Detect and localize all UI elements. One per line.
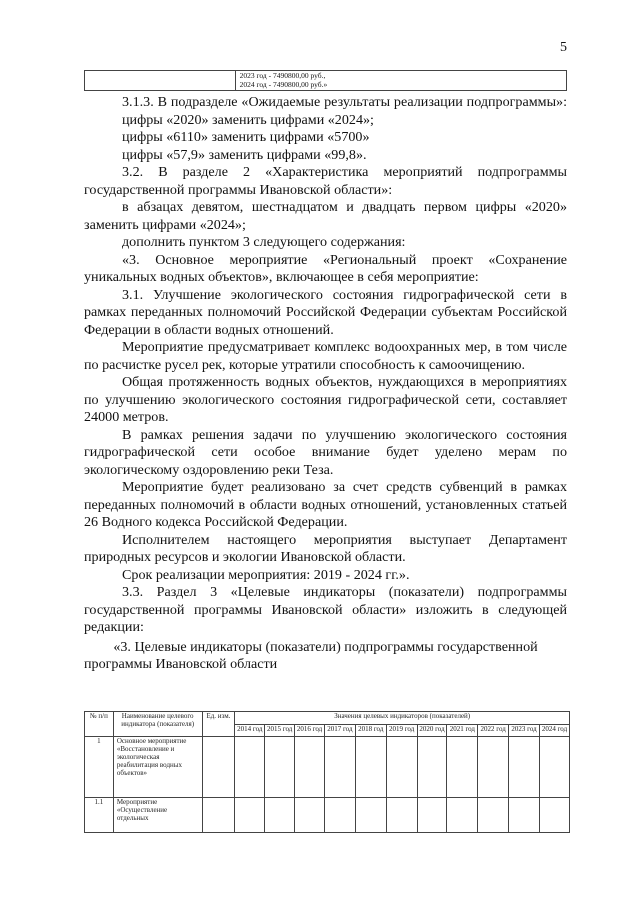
budget-table-fragment bbox=[84, 70, 567, 91]
header-year: 2019 год bbox=[386, 724, 417, 737]
paragraph: Мероприятие предусматривает комплекс водоохранных мер, в том числе по расчистке русел рек, которые утратили способность к самоочищению. bbox=[84, 339, 567, 373]
table-cell-empty bbox=[235, 798, 265, 833]
table-cell-empty bbox=[386, 798, 417, 833]
table-header-row bbox=[85, 712, 570, 725]
table-cell-empty bbox=[540, 737, 570, 798]
table-cell-empty bbox=[202, 798, 235, 833]
table-cell-empty bbox=[509, 737, 540, 798]
header-year: 2018 год bbox=[355, 724, 386, 737]
header-year: 2020 год bbox=[417, 724, 447, 737]
header-year: 2022 год bbox=[478, 724, 509, 737]
paragraph: 3.1. Улучшение экологического состояния гидрографической сети в рамках переданных полномочий Российской Федерации субъектам Российской Федерации в области водных отношений. bbox=[84, 286, 567, 338]
table-cell-empty bbox=[355, 737, 386, 798]
header-year: 2015 год bbox=[265, 724, 295, 737]
header-year: 2023 год bbox=[509, 724, 540, 737]
header-year: 2021 год bbox=[447, 724, 478, 737]
paragraph: 3.1.3. В подразделе «Ожидаемые результаты реализации подпрограммы»: bbox=[122, 94, 567, 110]
indicator-table bbox=[84, 711, 570, 833]
paragraph: цифры «57,9» заменить цифрами «99,8». bbox=[122, 146, 367, 163]
paragraph: Мероприятие будет реализовано за счет средств субвенций в рамках переданных полномочий в области водных отношений, установленных статьей 26 Водного кодекса Российской Федерации. bbox=[84, 479, 567, 530]
header-year: 2014 год bbox=[235, 724, 265, 737]
section-heading: «3. Целевые индикаторы (показатели) подпрограммы государственной программы Ивановской области bbox=[84, 638, 538, 672]
row-num: 1 bbox=[85, 737, 114, 798]
table-cell-empty bbox=[295, 737, 325, 798]
header-num: № п/п bbox=[85, 712, 114, 737]
table-cell-empty bbox=[417, 737, 447, 798]
header-year: 2017 год bbox=[324, 724, 355, 737]
table-cell-empty bbox=[324, 737, 355, 798]
table-cell-empty bbox=[85, 71, 236, 91]
row-name: Основное мероприятие «Восстановление и экологическая реабилитация водных объектов» bbox=[113, 737, 202, 798]
table-cell-empty bbox=[540, 798, 570, 833]
budget-line: 2023 год - 7490800,00 руб., bbox=[239, 71, 326, 80]
table-cell-empty bbox=[355, 798, 386, 833]
document-body bbox=[84, 94, 567, 674]
header-unit: Ед. изм. bbox=[202, 712, 235, 737]
table-cell-empty bbox=[265, 737, 295, 798]
table-row bbox=[85, 71, 567, 91]
paragraph: Срок реализации мероприятия: 2019 - 2024 гг.». bbox=[122, 566, 410, 583]
paragraph: 3.2. В разделе 2 «Характеристика мероприятий подпрограммы государственной программы Ивановской области»: bbox=[84, 164, 567, 198]
paragraph: Исполнителем настоящего мероприятия выступает Департамент природных ресурсов и экологии Ивановской области. bbox=[84, 531, 567, 565]
budget-line: 2024 год - 7490800,00 руб.» bbox=[239, 80, 328, 89]
table-cell-empty bbox=[478, 798, 509, 833]
table-cell-empty bbox=[324, 798, 355, 833]
paragraph: Общая протяженность водных объектов, нуждающихся в мероприятиях по улучшению экологического состояния гидрографической сети, составляет 24000 метров. bbox=[84, 374, 567, 425]
header-year: 2024 год bbox=[540, 724, 570, 737]
table-cell-empty bbox=[202, 737, 235, 798]
table-cell-empty bbox=[265, 798, 295, 833]
paragraph: цифры «2020» заменить цифрами «2024»; bbox=[122, 111, 374, 128]
paragraph: в абзацах девятом, шестнадцатом и двадцать первом цифры «2020» заменить цифрами «2024»; bbox=[84, 199, 567, 233]
header-values: Значения целевых индикаторов (показателей) bbox=[235, 712, 570, 725]
table-cell-empty bbox=[509, 798, 540, 833]
table-cell-empty bbox=[417, 798, 447, 833]
paragraph: цифры «6110» заменить цифрами «5700» bbox=[122, 129, 370, 145]
table-cell-empty bbox=[478, 737, 509, 798]
row-num: 1.1 bbox=[85, 798, 114, 833]
table-cell-empty bbox=[386, 737, 417, 798]
header-name: Наименование целевого индикатора (показателя) bbox=[113, 712, 202, 737]
paragraph: В рамках решения задачи по улучшению экологического состояния гидрографической сети особое внимание будет уделено мерам по экологическому оздоровлению реки Теза. bbox=[84, 426, 567, 478]
table-row bbox=[85, 737, 570, 798]
table-cell-empty bbox=[235, 737, 265, 798]
page-number: 5 bbox=[560, 40, 567, 55]
header-year: 2016 год bbox=[295, 724, 325, 737]
paragraph: дополнить пунктом 3 следующего содержания: bbox=[122, 234, 406, 250]
row-name: Мероприятие «Осуществление отдельных bbox=[113, 798, 202, 833]
table-cell-empty bbox=[447, 798, 478, 833]
table-cell-empty bbox=[447, 737, 478, 798]
table-cell-empty bbox=[295, 798, 325, 833]
paragraph: 3.3. Раздел 3 «Целевые индикаторы (показатели) подпрограммы государственной программы Ивановской области» изложить в следующей редакции: bbox=[84, 584, 567, 635]
table-row bbox=[85, 798, 570, 833]
paragraph: «3. Основное мероприятие «Региональный проект «Сохранение уникальных водных объектов», включающее в себя мероприятие: bbox=[84, 251, 567, 285]
table-cell-budget bbox=[235, 71, 566, 91]
